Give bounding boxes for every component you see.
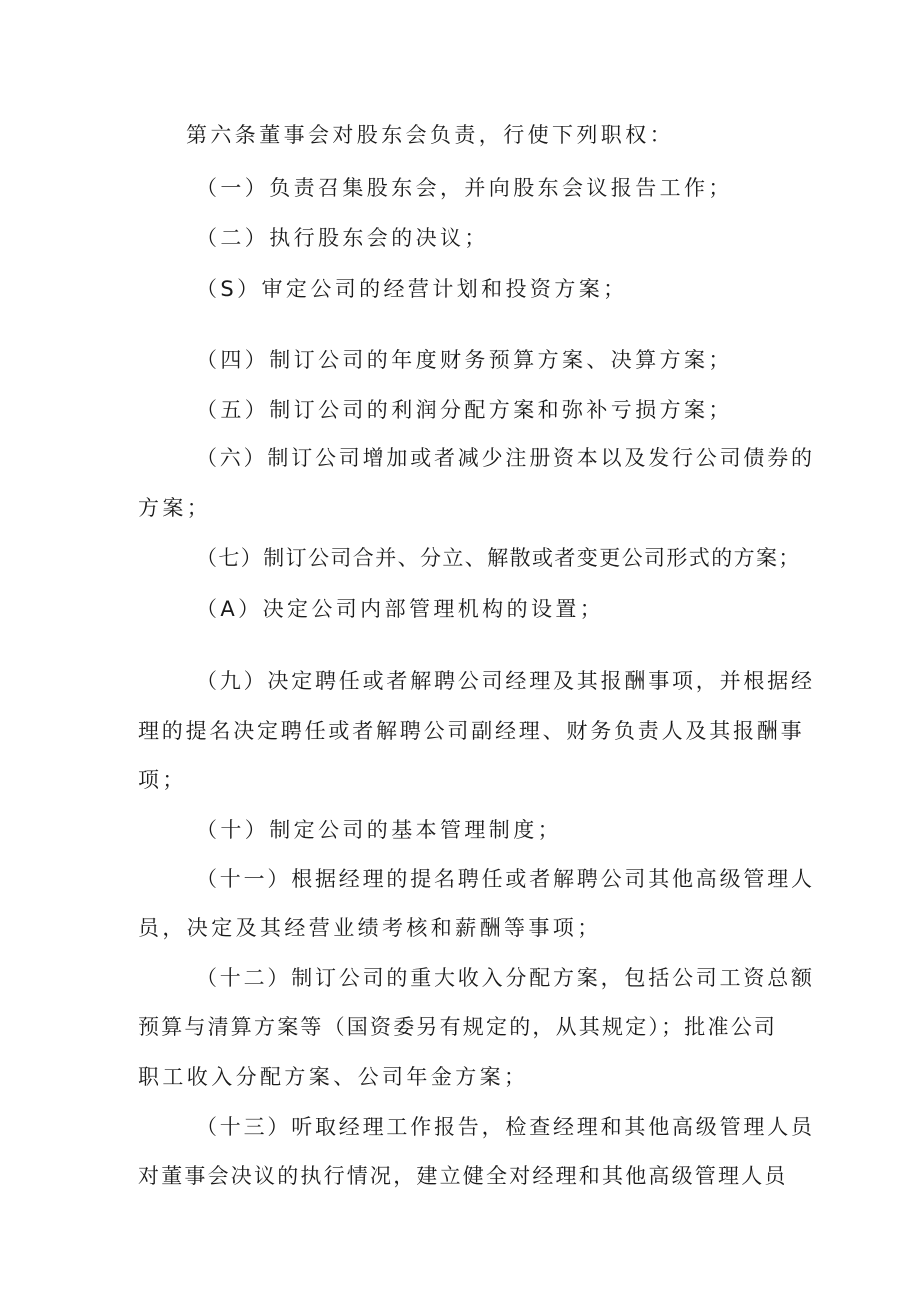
- paragraph-line: 对董事会决议的执行情况，建立健全对经理和其他高级管理人员: [138, 1164, 788, 1188]
- paragraph-line: 职工收入分配方案、公司年金方案；: [138, 1065, 529, 1089]
- paragraph-line: （七）制订公司合并、分立、解散或者变更公司形式的方案；: [196, 546, 801, 570]
- article-heading: 第六条董事会对股东会负责，行使下列职权：: [186, 123, 674, 147]
- paragraph-line: （A）决定公司内部管理机构的设置；: [196, 597, 605, 621]
- paragraph-line: （二）执行股东会的决议；: [196, 226, 489, 250]
- paragraph-line: 员，决定及其经营业绩考核和薪酬等事项；: [138, 916, 602, 940]
- paragraph-line: （六）制订公司增加或者减少注册资本以及发行公司债券的: [196, 446, 815, 470]
- paragraph-line: （九）决定聘任或者解聘公司经理及其报酬事项，并根据经: [196, 669, 815, 693]
- paragraph-line: 预算与清算方案等（国资委另有规定的，从其规定）；批准公司: [138, 1015, 778, 1039]
- paragraph-line: （十二）制订公司的重大收入分配方案，包括公司工资总额: [196, 966, 815, 990]
- paragraph-line: （四）制订公司的年度财务预算方案、决算方案；: [196, 348, 733, 372]
- paragraph-line: （S）审定公司的经营计划和投资方案；: [196, 277, 628, 301]
- paragraph-line: （十三）听取经理工作报告，检查经理和其他高级管理人员: [196, 1115, 815, 1139]
- paragraph-line: （十一）根据经理的提名聘任或者解聘公司其他高级管理人: [196, 867, 815, 891]
- paragraph-line: （十）制定公司的基本管理制度；: [196, 818, 562, 842]
- paragraph-line: （一）负责召集股东会，并向股东会议报告工作；: [196, 176, 733, 200]
- paragraph-line: 方案；: [138, 496, 212, 520]
- paragraph-line: （五）制订公司的利润分配方案和弥补亏损方案；: [196, 398, 733, 422]
- paragraph-line: 理的提名决定聘任或者解聘公司副经理、财务负责人及其报酬事: [138, 719, 805, 743]
- paragraph-line: 项；: [138, 768, 187, 792]
